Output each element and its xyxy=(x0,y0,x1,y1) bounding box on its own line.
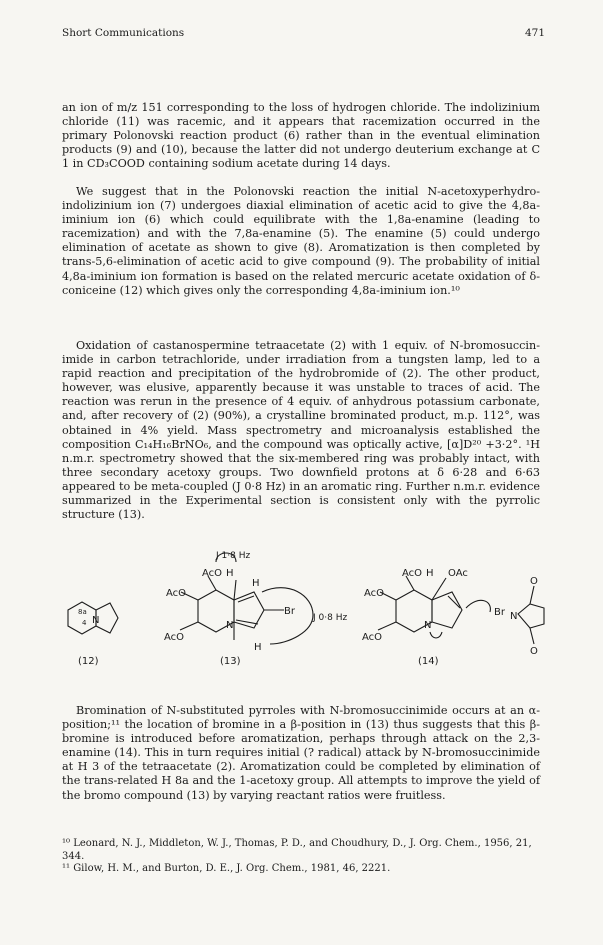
n-13: N xyxy=(226,620,234,631)
page-header xyxy=(62,27,545,39)
br-13: Br xyxy=(284,606,295,617)
n-14: N xyxy=(424,620,432,631)
paragraph-1: an ion of m/z 151 corresponding to the loss of hydrogen chloride. The indolizinium chloride (11) was racemic, and it appears that racemization occurred in the primary Polonovski reaction product (6) rather than in the eventual elimination products (9) and (10), because the latter did not undergo deuterium exchange at C 1 in CD₃COOD containing sodium acetate during 14 days. xyxy=(62,101,540,171)
aco-14b: AcO xyxy=(364,588,385,599)
label-12: (12) xyxy=(78,656,99,667)
label-14: (14) xyxy=(418,656,439,667)
journal-section: Short Communications xyxy=(62,27,185,39)
n-12: N xyxy=(92,615,100,626)
aco-13a: AcO xyxy=(202,568,223,579)
pos-8a-label: 8a xyxy=(78,608,87,616)
chemical-structures-figure xyxy=(48,540,568,700)
footnote-10: ¹⁰ Leonard, N. J., Middleton, W. J., Thomas, P. D., and Choudhury, D., J. Org. Chem., 1956, 21, 344. xyxy=(62,838,532,862)
paragraph-4: Bromination of N-substituted pyrroles with N-bromosuccinimide occurs at an α-position;¹¹ the location of bromine in a β-position in (13) thus suggests that this β-bromine is introduced before aromatization, perhaps through attack on the 2,3-enamine (14). This in turn requires initial (? radical) attack by N-bromosuccinimide at H 3 of the tetraacetate (2). Aromatization could be completed by elimination of the trans-related H 8a and the 1-acetoxy group. All attempts to improve the yield of the bromo compound (13) by varying reactant ratios were fruitless. xyxy=(62,704,540,802)
aco-14c: AcO xyxy=(362,632,383,643)
coupling-18: J 1·8 Hz xyxy=(216,551,251,561)
aco-13b: AcO xyxy=(166,588,187,599)
footnote-11: ¹¹ Gilow, H. M., and Burton, D. E., J. Org. Chem., 1981, 46, 2221. xyxy=(62,863,391,874)
pos-4-label: 4 xyxy=(82,619,87,627)
paragraph-3: Oxidation of castanospermine tetraacetate (2) with 1 equiv. of N-bromosuccin-imide in carbon tetrachloride, under irradiation from a tungsten lamp, led to a rapid reaction and precipitation of the hydrobromide of (2). The other product, however, was elusive, apparently because it was unstable to traces of acid. The reaction was rerun in the presence of 4 equiv. of anhydrous potassium carbonate, and, after recovery of (2) (90%), a crystalline brominated product, m.p. 112°, was obtained in 4% yield. Mass spectrometry and microanalysis established the composition C₁₄H₁₆BrNO₆, and the compound was optically active, [α]D²⁰ +3·2°. ¹H n.m.r. spectrometry showed that the six-membered ring was probably intact, with three secondary acetoxy groups. Two downfield protons at δ 6·28 and 6·63 appeared to be meta-coupled (J 0·8 Hz) in an aromatic ring. Further n.m.r. evidence summarized in the Experimental section is consistent only with the pyrrolic structure (13). xyxy=(62,339,540,522)
label-13: (13) xyxy=(220,656,241,667)
h-13a: H xyxy=(226,568,234,579)
footnotes xyxy=(62,838,540,876)
structure-13 xyxy=(180,553,313,644)
coupling-08: J 0·8 Hz xyxy=(313,613,348,623)
page-number: 471 xyxy=(524,27,545,39)
aco-14a: AcO xyxy=(402,568,423,579)
structure-14 xyxy=(378,576,544,644)
n-nbs: N xyxy=(510,611,518,622)
o-nbs-a: O xyxy=(530,576,538,587)
structures-svg xyxy=(48,540,568,700)
paragraph-2: We suggest that in the Polonovski reaction the initial N-acetoxyperhydro-indolizinium ion (7) undergoes diaxial elimination of acetic acid to give the 4,8a-iminium ion (6) which could equilibrate with the 1,8a-enamine (leading to racemization) and with the 7,8a-enamine (5). The enamine (5) could undergo elimination of acetate as shown to give (8). Aromatization is then completed by trans-5,6-elimination of acetic acid to give compound (9). The probability of initial 4,8a-iminium ion formation is based on the related mercuric acetate oxidation of δ-coniceine (12) which gives only the corresponding 4,8a-iminium ion.¹⁰ xyxy=(62,185,540,297)
aco-13c: AcO xyxy=(164,632,185,643)
h-13b: H xyxy=(252,578,260,589)
oac-14: OAc xyxy=(448,568,468,579)
h-14a: H xyxy=(426,568,434,579)
h-13c: H xyxy=(254,642,262,653)
br-14: Br xyxy=(494,607,505,618)
o-nbs-b: O xyxy=(530,646,538,657)
